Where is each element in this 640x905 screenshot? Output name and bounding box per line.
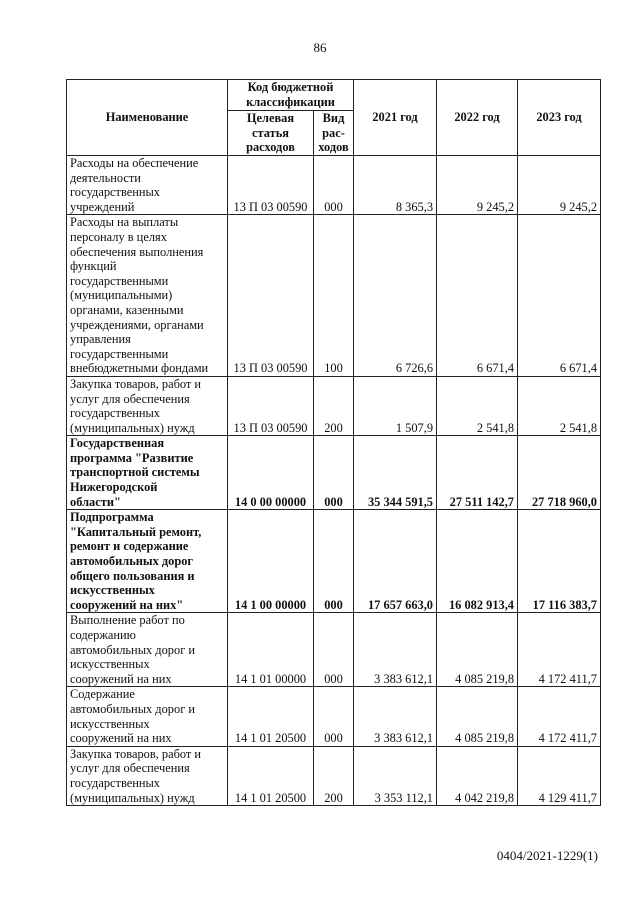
row-2021: 1 507,9 bbox=[354, 376, 437, 435]
page-number: 86 bbox=[313, 40, 327, 55]
header-2023: 2023 год bbox=[518, 80, 601, 156]
row-2022: 4 042 219,8 bbox=[437, 746, 518, 805]
row-name: Подпрограмма "Капитальный ремонт, ремонт и содержание автомобильных дорог общего пользования и искусственных сооружений на них" bbox=[67, 510, 228, 613]
row-expense-kind: 000 bbox=[314, 613, 354, 687]
row-target-article: 14 1 01 00000 bbox=[228, 613, 314, 687]
row-2022: 16 082 913,4 bbox=[437, 510, 518, 613]
row-2021: 8 365,3 bbox=[354, 156, 437, 215]
table-row bbox=[67, 687, 601, 746]
row-2023: 4 172 411,7 bbox=[518, 687, 601, 746]
table-row bbox=[67, 613, 601, 687]
header-2022: 2022 год bbox=[437, 80, 518, 156]
row-2021: 6 726,6 bbox=[354, 215, 437, 377]
row-2022: 2 541,8 bbox=[437, 376, 518, 435]
header-target-article: Целевая статья расходов bbox=[228, 111, 314, 156]
row-expense-kind: 200 bbox=[314, 376, 354, 435]
row-name: Государственная программа "Развитие транспортной системы Нижегородской области" bbox=[67, 436, 228, 510]
row-2021: 3 353 112,1 bbox=[354, 746, 437, 805]
table-row bbox=[67, 215, 601, 377]
row-2023: 17 116 383,7 bbox=[518, 510, 601, 613]
row-name: Закупка товаров, работ и услуг для обеспечения государственных (муниципальных) нужд bbox=[67, 746, 228, 805]
row-target-article: 14 1 00 00000 bbox=[228, 510, 314, 613]
row-2023: 4 172 411,7 bbox=[518, 613, 601, 687]
row-2021: 3 383 612,1 bbox=[354, 613, 437, 687]
table-row bbox=[67, 376, 601, 435]
row-2021: 17 657 663,0 bbox=[354, 510, 437, 613]
row-2022: 6 671,4 bbox=[437, 215, 518, 377]
header-2021: 2021 год bbox=[354, 80, 437, 156]
row-target-article: 13 П 03 00590 bbox=[228, 215, 314, 377]
row-target-article: 14 0 00 00000 bbox=[228, 436, 314, 510]
row-name: Расходы на выплаты персоналу в целях обеспечения выполнения функций государственными (муниципальными) органами, казенными учреждениями, органами управления государственными внебюджетными фондами bbox=[67, 215, 228, 377]
row-target-article: 13 П 03 00590 bbox=[228, 376, 314, 435]
row-name: Выполнение работ по содержанию автомобильных дорог и искусственных сооружений на них bbox=[67, 613, 228, 687]
row-name: Содержание автомобильных дорог и искусственных сооружений на них bbox=[67, 687, 228, 746]
row-2021: 35 344 591,5 bbox=[354, 436, 437, 510]
table-row bbox=[67, 510, 601, 613]
row-name: Закупка товаров, работ и услуг для обеспечения государственных (муниципальных) нужд bbox=[67, 376, 228, 435]
row-expense-kind: 100 bbox=[314, 215, 354, 377]
row-target-article: 14 1 01 20500 bbox=[228, 687, 314, 746]
row-expense-kind: 000 bbox=[314, 156, 354, 215]
table-row bbox=[67, 436, 601, 510]
row-2022: 4 085 219,8 bbox=[437, 613, 518, 687]
table-row bbox=[67, 156, 601, 215]
row-target-article: 14 1 01 20500 bbox=[228, 746, 314, 805]
row-expense-kind: 200 bbox=[314, 746, 354, 805]
document-code: 0404/2021-1229(1) bbox=[496, 848, 598, 863]
row-2023: 27 718 960,0 bbox=[518, 436, 601, 510]
row-2022: 27 511 142,7 bbox=[437, 436, 518, 510]
row-2023: 9 245,2 bbox=[518, 156, 601, 215]
header-code-group: Код бюджетной классификации bbox=[228, 80, 354, 111]
row-target-article: 13 П 03 00590 bbox=[228, 156, 314, 215]
row-expense-kind: 000 bbox=[314, 687, 354, 746]
row-2023: 6 671,4 bbox=[518, 215, 601, 377]
row-2022: 4 085 219,8 bbox=[437, 687, 518, 746]
header-expense-kind: Вид рас-ходов bbox=[314, 111, 354, 156]
row-2021: 3 383 612,1 bbox=[354, 687, 437, 746]
budget-table bbox=[66, 79, 601, 806]
row-expense-kind: 000 bbox=[314, 510, 354, 613]
header-name: Наименование bbox=[67, 80, 228, 156]
row-name: Расходы на обеспечение деятельности государственных учреждений bbox=[67, 156, 228, 215]
row-2022: 9 245,2 bbox=[437, 156, 518, 215]
row-expense-kind: 000 bbox=[314, 436, 354, 510]
table-row bbox=[67, 746, 601, 805]
row-2023: 2 541,8 bbox=[518, 376, 601, 435]
row-2023: 4 129 411,7 bbox=[518, 746, 601, 805]
